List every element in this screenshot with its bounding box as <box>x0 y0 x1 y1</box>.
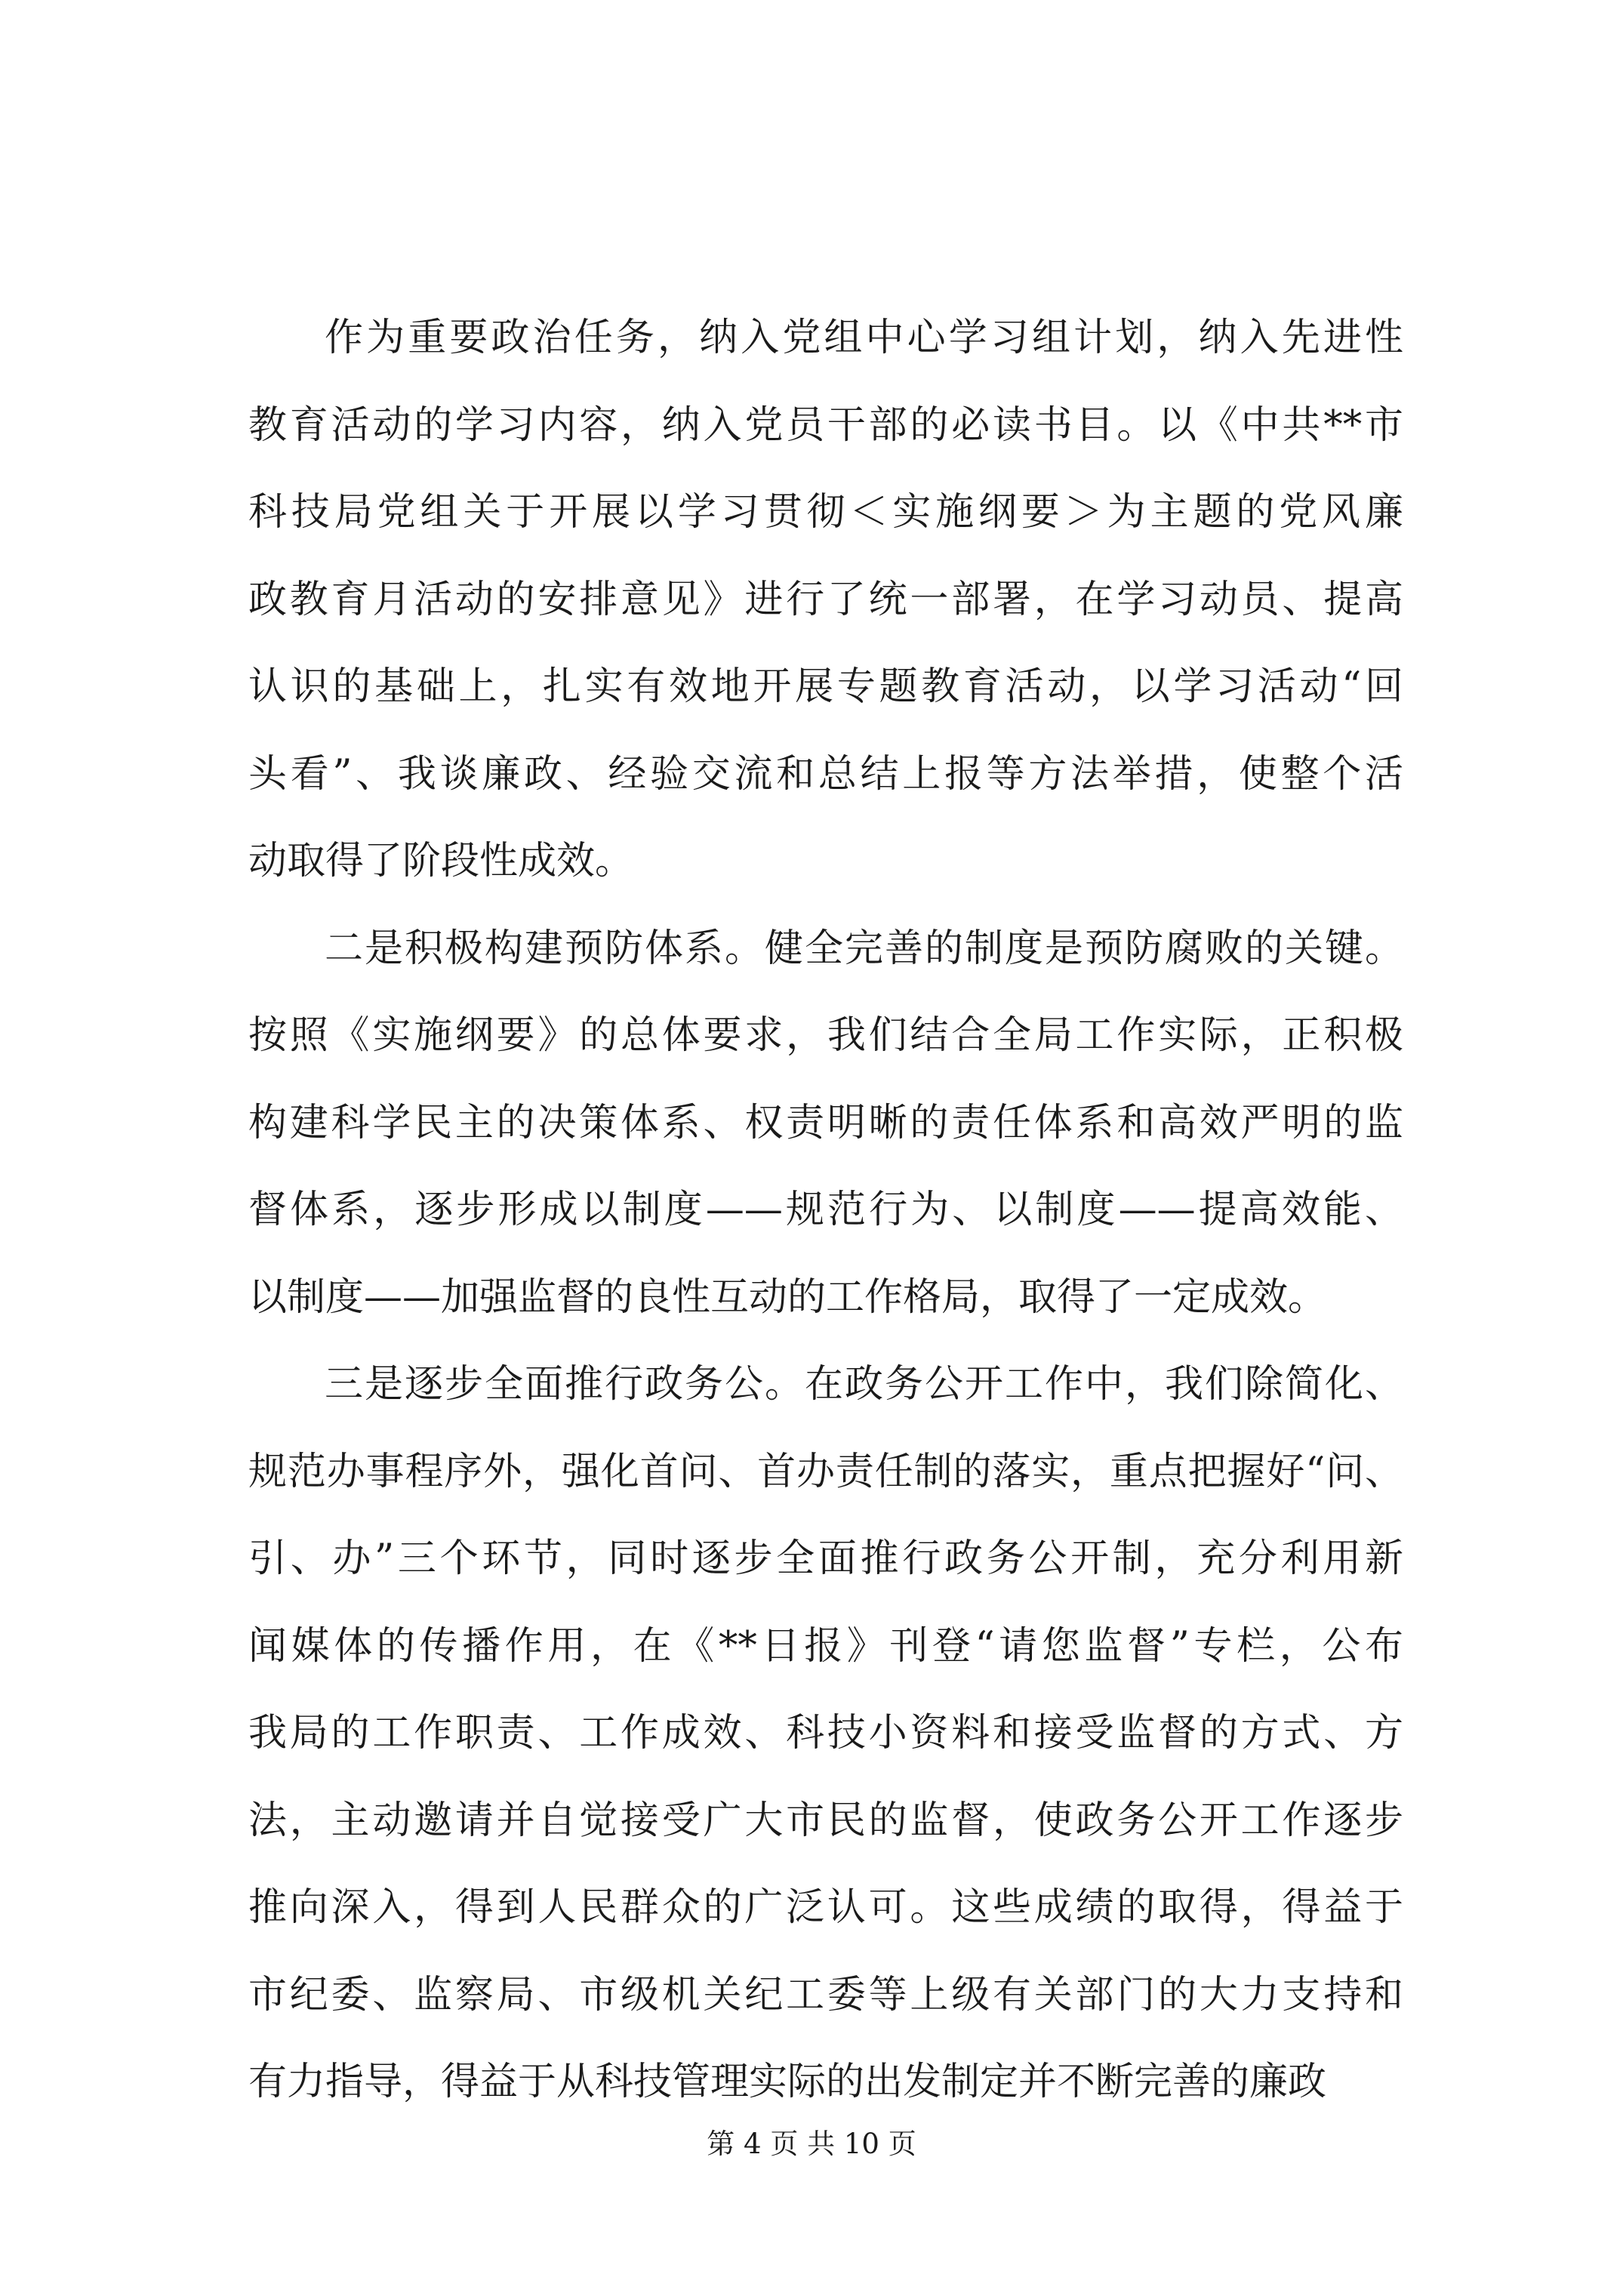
paragraph <box>248 905 1403 1342</box>
text-line: 市纪委、监察局、市级机关纪工委等上级有关部门的大力支持和 <box>248 1972 1403 2017</box>
text-line: 政教育月活动的安排意见》进行了统一部署，在学习动员、提高 <box>248 577 1403 622</box>
text-line: 闻媒体的传播作用，在《**日报》刊登“请您监督”专栏，公布 <box>248 1623 1403 1669</box>
page-number: 第 4 页 共 10 页 <box>707 2128 916 2160</box>
text-line: 按照《实施纲要》的总体要求，我们结合全局工作实际，正积极 <box>248 1013 1403 1058</box>
text-line: 构建科学民主的决策体系、权责明晰的责任体系和高效严明的监 <box>248 1100 1403 1145</box>
text-line: 引、办”三个环节，同时逐步全面推行政务公开制，充分利用新 <box>248 1536 1403 1581</box>
text-line: 科技局党组关于开展以学习贯彻＜实施纲要＞为主题的党风廉 <box>248 490 1403 535</box>
text-line: 以制度——加强监督的良性互动的工作格局，取得了一定成效。 <box>248 1274 1327 1320</box>
text-line: 推向深入，得到人民群众的广泛认可。这些成绩的取得，得益于 <box>248 1885 1403 1930</box>
text-line: 我局的工作职责、工作成效、科技小资料和接受监督的方式、方 <box>248 1711 1403 1755</box>
paragraph <box>248 1341 1403 2126</box>
text-line: 头看”、我谈廉政、经验交流和总结上报等方法举措，使整个活 <box>248 751 1403 797</box>
text-line: 督体系，逐步形成以制度——规范行为、以制度——提高效能、 <box>248 1188 1403 1232</box>
text-line: 三是逐步全面推行政务公。在政务公开工作中，我们除简化、 <box>325 1362 1403 1407</box>
text-line: 二是积极构建预防体系。健全完善的制度是预防腐败的关键。 <box>325 926 1403 971</box>
text-line: 规范办事程序外，强化首问、首办责任制的落实，重点把握好“问、 <box>248 1449 1403 1494</box>
paragraph <box>248 294 1403 905</box>
text-line: 认识的基础上，扎实有效地开展专题教育活动，以学习活动“回 <box>248 664 1403 709</box>
text-line: 作为重要政治任务，纳入党组中心学习组计划，纳入先进性 <box>325 316 1403 360</box>
body-text <box>248 294 1403 2126</box>
text-line: 教育活动的学习内容，纳入党员干部的必读书目。以《中共**市 <box>248 402 1403 448</box>
text-line: 有力指导，得益于从科技管理实际的出发制定并不断完善的廉政 <box>248 2060 1327 2104</box>
text-line: 法，主动邀请并自觉接受广大市民的监督，使政务公开工作逐步 <box>248 1798 1403 1843</box>
text-line: 动取得了阶段性成效。 <box>248 839 634 883</box>
